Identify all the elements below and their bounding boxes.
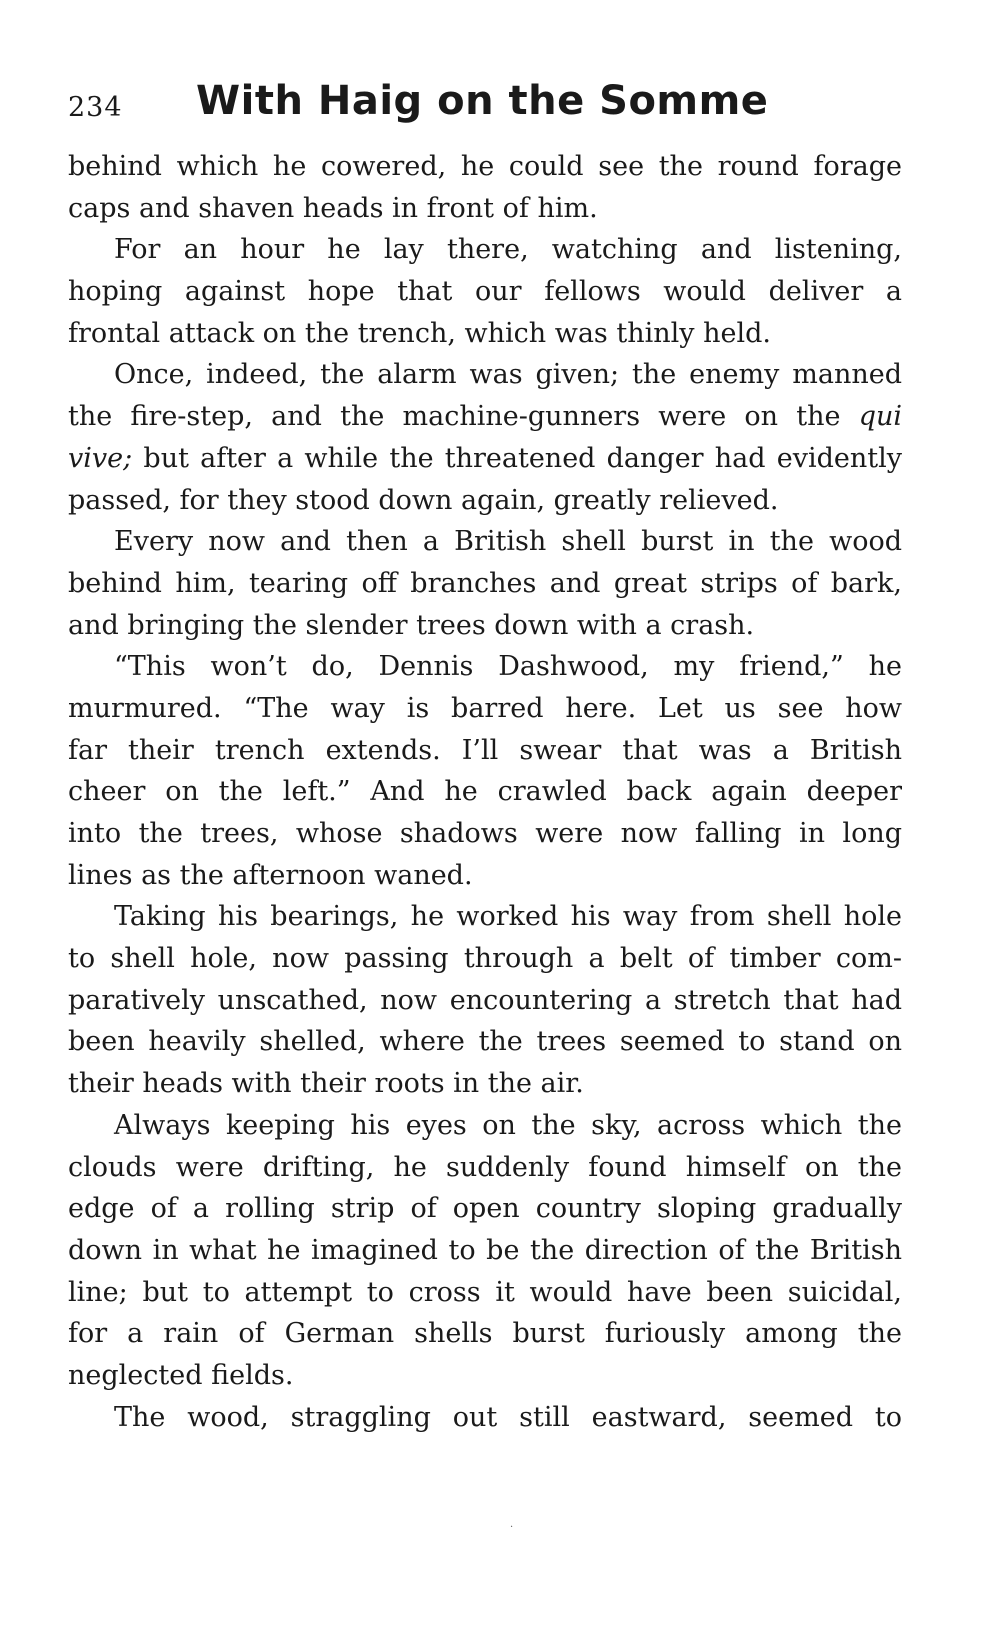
page-header: [68, 78, 948, 138]
text-line: hoping against hope that our fellows would deliver a: [68, 276, 902, 308]
text-line: caps and shaven heads in front of him.: [68, 192, 598, 224]
text-line: line; but to attempt to cross it would have been suicidal,: [68, 1276, 902, 1308]
text-line: down in what he imagined to be the direction of the British: [68, 1234, 902, 1266]
text-line: Once, indeed, the alarm was given; the enemy manned: [114, 359, 902, 391]
text-line: to shell hole, now passing through a belt of timber com-: [68, 943, 902, 975]
italic-phrase: vive;: [68, 442, 133, 474]
text-line: Taking his bearings, he worked his way from shell hole: [114, 901, 902, 933]
text-line: been heavily shelled, where the trees seemed to stand on: [68, 1026, 902, 1058]
text-line: [68, 396, 902, 438]
text-line: cheer on the left.” And he crawled back again deeper: [68, 776, 902, 808]
text-line: edge of a rolling strip of open country sloping gradually: [68, 1193, 902, 1225]
text-line: passed, for they stood down again, greatly relieved.: [68, 484, 779, 516]
text-line: For an hour he lay there, watching and listening,: [114, 234, 902, 266]
text-line: [68, 438, 902, 480]
text-line: behind him, tearing off branches and great strips of bark,: [68, 567, 902, 599]
italic-phrase: qui: [858, 401, 902, 433]
text-line: Every now and then a British shell burst in the wood: [114, 526, 902, 558]
text-segment: but after a while the threatened danger had evidently: [143, 442, 902, 474]
page-number: 234: [68, 92, 123, 123]
text-line: frontal attack on the trench, which was thinly held.: [68, 317, 771, 349]
text-line: The wood, straggling out still eastward, seemed to: [114, 1401, 902, 1433]
text-segment: the fire-step, and the machine-gunners were on the: [68, 401, 841, 433]
text-line: paratively unscathed, now encountering a stretch that had: [68, 984, 902, 1016]
text-line: Always keeping his eyes on the sky, across which the: [114, 1109, 902, 1141]
text-line: clouds were drifting, he suddenly found himself on the: [68, 1151, 902, 1183]
text-line: behind which he cowered, he could see the round forage: [68, 151, 902, 182]
text-line: murmured. “The way is barred here. Let us see how: [68, 692, 902, 724]
text-line: their heads with their roots in the air.: [68, 1068, 584, 1100]
print-speck: ·: [510, 1522, 514, 1533]
text-line: and bringing the slender trees down with a crash.: [68, 609, 755, 641]
text-line: “This won’t do, Dennis Dashwood, my friend,” he: [114, 651, 902, 683]
text-line: neglected fields.: [68, 1359, 294, 1391]
body-text: [68, 146, 902, 1438]
text-line: into the trees, whose shadows were now falling in long: [68, 818, 902, 849]
text-line: lines as the afternoon waned.: [68, 859, 473, 891]
text-line: for a rain of German shells burst furiously among the: [68, 1318, 902, 1350]
running-title: With Haig on the Somme: [196, 78, 769, 124]
text-line: far their trench extends. I’ll swear that was a British: [68, 734, 902, 766]
